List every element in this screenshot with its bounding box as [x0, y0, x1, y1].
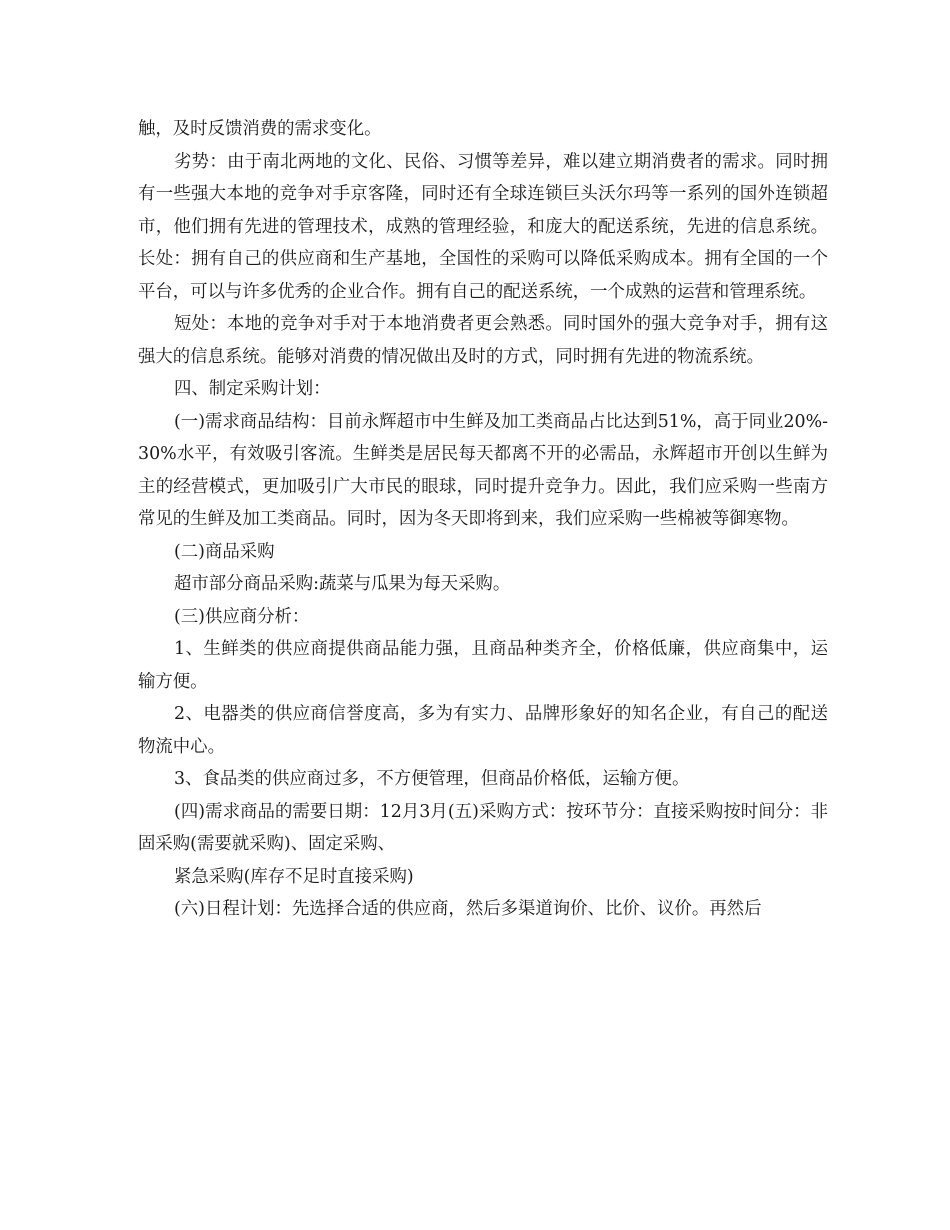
list-item: 2、电器类的供应商信誉度高，多为有实力、品牌形象好的知名企业，有自己的配送物流中心。 — [138, 704, 828, 757]
list-item: 1、生鲜类的供应商提供商品能力强，且商品种类齐全，价格低廉，供应商集中，运输方便。 — [138, 639, 828, 692]
paragraph: 劣势：由于南北两地的文化、民俗、习惯等差异，难以建立期消费者的需求。同时拥有一些强大本地的竞争对手京客隆，同时还有全球连锁巨头沃尔玛等一系列的国外连锁超市，他们拥有先进的管理技术，成熟的管理经验，和庞大的配送系统，先进的信息系统。长处：拥有自己的供应商和生产基地，全国性的采购可以降低采购成本。拥有全国的一个平台，可以与许多优秀的企业合作。拥有自己的配送系统，一个成熟的运营和管理系统。 — [138, 151, 828, 302]
paragraph: (一)需求商品结构：目前永辉超市中生鲜及加工类商品占比达到51%，高于同业20%-30%水平，有效吸引客流。生鲜类是居民每天都离不开的必需品，永辉超市开创以生鲜为主的经营模式，更加吸引广大市民的眼球，同时提升竞争力。因此，我们应采购一些南方常见的生鲜及加工类商品。同时，因为冬天即将到来，我们应采购一些棉被等御寒物。 — [138, 411, 828, 529]
paragraph: (四)需求商品的需要日期：12月3月(五)采购方式：按环节分：直接采购按时间分：非固采购(需要就采购)、固定采购、 — [138, 801, 828, 854]
paragraph: 触，及时反馈消费的需求变化。 — [138, 119, 382, 139]
paragraph: 超市部分商品采购:蔬菜与瓜果为每天采购。 — [174, 574, 511, 594]
document-body — [138, 113, 828, 926]
paragraph: (六)日程计划：先选择合适的供应商，然后多渠道询价、比价、议价。再然后 — [174, 899, 762, 919]
paragraph: 短处：本地的竞争对手对于本地消费者更会熟悉。同时国外的强大竞争对手，拥有这强大的信息系统。能够对消费的情况做出及时的方式，同时拥有先进的物流系统。 — [138, 314, 828, 367]
list-item: 3、食品类的供应商过多，不方便管理，但商品价格低，运输方便。 — [174, 769, 690, 789]
section-heading: 四、制定采购计划： — [174, 379, 331, 399]
paragraph: 紧急采购(库存不足时直接采购) — [174, 866, 414, 887]
subsection-heading: (二)商品采购 — [174, 541, 275, 562]
subsection-heading: (三)供应商分析： — [174, 606, 310, 627]
